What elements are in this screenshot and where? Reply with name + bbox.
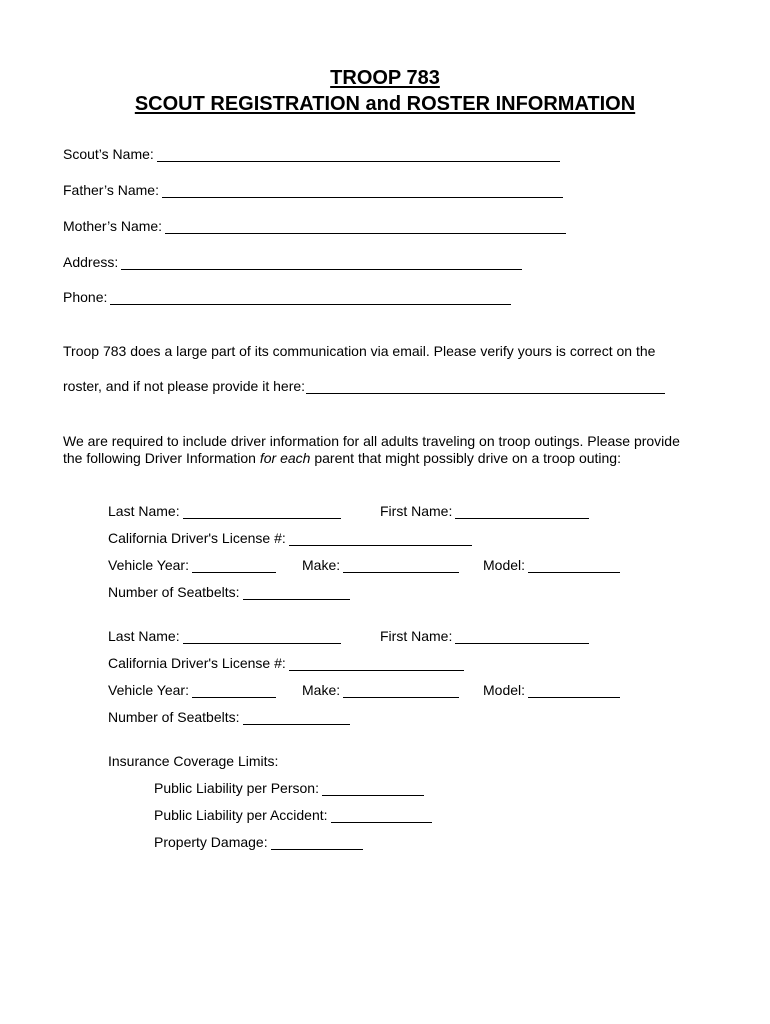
- driver1-first-name-row: [380, 503, 589, 519]
- driver2-license-row: [108, 655, 464, 671]
- address-label: Address:: [63, 254, 119, 270]
- driver2-make-label: Make:: [302, 682, 341, 698]
- driver1-first-name-field[interactable]: [455, 505, 589, 519]
- father-name-field[interactable]: [162, 184, 563, 198]
- property-damage-field[interactable]: [271, 836, 363, 850]
- driver1-vehicle-year-row: [108, 557, 276, 573]
- driver2-first-name-row: [380, 628, 589, 644]
- driver1-license-field[interactable]: [289, 532, 472, 546]
- mother-name-field[interactable]: [165, 220, 566, 234]
- driver1-model-label: Model:: [483, 557, 526, 573]
- driver2-vehicle-year-field[interactable]: [192, 684, 276, 698]
- driver2-first-name-label: First Name:: [380, 628, 453, 644]
- driver1-seatbelts-row: [108, 584, 350, 600]
- mother-name-row: [63, 218, 566, 234]
- email-row: [63, 378, 665, 394]
- driver2-license-field[interactable]: [289, 657, 464, 671]
- driver2-license-label: California Driver's License #:: [108, 655, 286, 671]
- liability-per-accident-label: Public Liability per Accident:: [154, 807, 328, 823]
- driver2-last-name-field[interactable]: [183, 630, 341, 644]
- driver2-seatbelts-field[interactable]: [243, 711, 350, 725]
- driver-intro-paragraph: We are required to include driver information for all adults traveling on troop outings. Please provide the following Driver Information for each parent that might possibly drive on a troop outing:: [63, 433, 680, 466]
- scout-name-label: Scout’s Name:: [63, 146, 154, 162]
- driver1-vehicle-year-label: Vehicle Year:: [108, 557, 189, 573]
- email-text-line1: Troop 783 does a large part of its communication via email. Please verify yours is correct on the: [63, 343, 656, 359]
- driver2-last-name-row: [108, 628, 341, 644]
- driver2-last-name-label: Last Name:: [108, 628, 180, 644]
- driver1-vehicle-year-field[interactable]: [192, 559, 276, 573]
- driver-intro-emphasis: for each: [259, 450, 311, 466]
- driver1-make-label: Make:: [302, 557, 341, 573]
- form-title-troop: TROOP 783: [330, 67, 440, 89]
- driver1-license-label: California Driver's License #:: [108, 530, 286, 546]
- driver2-seatbelts-label: Number of Seatbelts:: [108, 709, 240, 725]
- liability-per-person-label: Public Liability per Person:: [154, 780, 319, 796]
- driver1-license-row: [108, 530, 472, 546]
- driver1-seatbelts-field[interactable]: [243, 586, 350, 600]
- driver2-make-field[interactable]: [343, 684, 459, 698]
- phone-label: Phone:: [63, 289, 108, 305]
- driver1-last-name-field[interactable]: [183, 505, 341, 519]
- driver2-model-label: Model:: [483, 682, 526, 698]
- driver1-last-name-label: Last Name:: [108, 503, 180, 519]
- liability-per-person-field[interactable]: [322, 782, 424, 796]
- driver2-make-row: [302, 682, 459, 698]
- email-field[interactable]: [306, 380, 665, 394]
- property-damage-row: [154, 834, 363, 850]
- driver1-make-field[interactable]: [343, 559, 459, 573]
- driver1-seatbelts-label: Number of Seatbelts:: [108, 584, 240, 600]
- driver2-vehicle-year-label: Vehicle Year:: [108, 682, 189, 698]
- address-row: [63, 254, 522, 270]
- scout-name-row: [63, 146, 560, 162]
- email-text-line2: roster, and if not please provide it here:: [63, 378, 306, 394]
- phone-field[interactable]: [110, 291, 511, 305]
- driver2-model-row: [483, 682, 620, 698]
- form-title-registration: SCOUT REGISTRATION and ROSTER INFORMATION: [134, 93, 636, 115]
- property-damage-label: Property Damage:: [154, 834, 268, 850]
- address-field[interactable]: [121, 256, 522, 270]
- driver1-model-row: [483, 557, 620, 573]
- liability-per-accident-field[interactable]: [331, 809, 432, 823]
- driver1-first-name-label: First Name:: [380, 503, 453, 519]
- driver2-first-name-field[interactable]: [455, 630, 589, 644]
- scout-name-field[interactable]: [157, 148, 560, 162]
- driver1-make-row: [302, 557, 459, 573]
- liability-per-person-row: [154, 780, 424, 796]
- driver2-vehicle-year-row: [108, 682, 276, 698]
- mother-name-label: Mother’s Name:: [63, 218, 163, 234]
- father-name-label: Father’s Name:: [63, 182, 159, 198]
- driver1-model-field[interactable]: [528, 559, 620, 573]
- phone-row: [63, 289, 511, 305]
- driver2-seatbelts-row: [108, 709, 350, 725]
- insurance-heading: Insurance Coverage Limits:: [108, 753, 279, 769]
- driver1-last-name-row: [108, 503, 341, 519]
- father-name-row: [63, 182, 563, 198]
- driver2-model-field[interactable]: [528, 684, 620, 698]
- liability-per-accident-row: [154, 807, 432, 823]
